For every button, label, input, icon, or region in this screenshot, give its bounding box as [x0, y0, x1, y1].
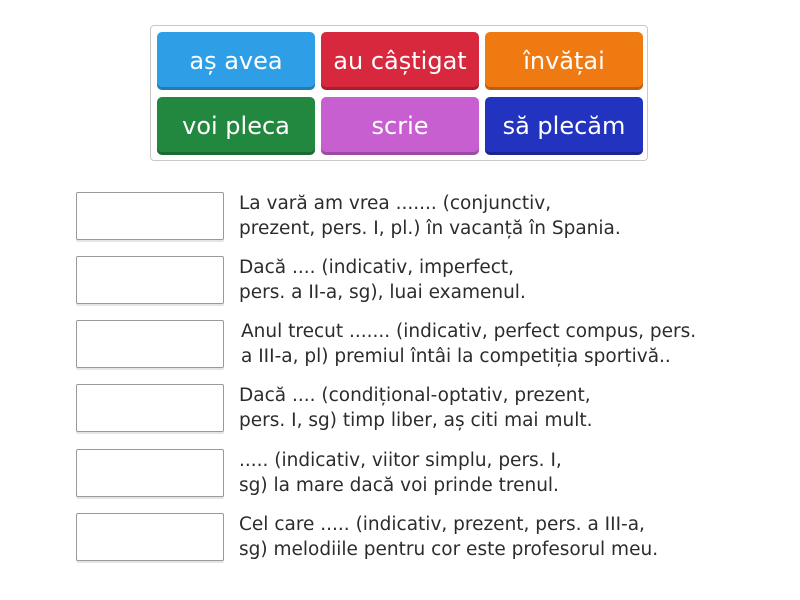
question-row — [76, 513, 776, 563]
drop-zone[interactable] — [76, 513, 224, 561]
question-line: La vară am vrea ....... (conjunctiv, — [239, 193, 552, 214]
question-line: pers. I, sg) timp liber, aș citi mai mult. — [239, 410, 593, 431]
drop-zone[interactable] — [76, 192, 224, 240]
drop-zone[interactable] — [76, 384, 224, 432]
question-row — [76, 320, 776, 370]
answer-tile[interactable]: voi pleca — [157, 97, 315, 155]
question-line: Dacă .... (indicativ, imperfect, — [239, 257, 515, 278]
answer-tile[interactable]: scrie — [321, 97, 479, 155]
question-text — [241, 319, 696, 369]
question-line: Dacă .... (condițional-optativ, prezent, — [239, 385, 591, 406]
question-row — [76, 449, 776, 499]
answer-tile[interactable]: învățai — [485, 32, 643, 90]
answer-tile[interactable]: să plecăm — [485, 97, 643, 155]
question-line: Cel care ..... (indicativ, prezent, pers. a III-a, — [239, 514, 645, 535]
question-row — [76, 384, 776, 434]
question-row — [76, 192, 776, 242]
question-text — [239, 448, 562, 498]
answer-tile[interactable]: au câștigat — [321, 32, 479, 90]
question-line: Anul trecut ....... (indicativ, perfect compus, pers. — [241, 321, 697, 342]
question-line: prezent, pers. I, pl.) în vacanță în Spania. — [239, 218, 621, 239]
question-line: a III-a, pl) premiul întâi la competiția sportivă.. — [241, 346, 671, 367]
answer-tile[interactable]: aș avea — [157, 32, 315, 90]
answer-tile-bank — [150, 25, 648, 161]
question-text — [239, 191, 621, 241]
question-text — [239, 512, 658, 562]
question-line: ..... (indicativ, viitor simplu, pers. I, — [239, 450, 562, 471]
question-line: sg) la mare dacă voi prinde trenul. — [239, 475, 559, 496]
question-text — [239, 383, 592, 433]
drop-zone[interactable] — [76, 256, 224, 304]
question-line: pers. a II-a, sg), luai examenul. — [239, 282, 526, 303]
drop-zone[interactable] — [76, 320, 224, 368]
question-line: sg) melodiile pentru cor este profesorul meu. — [239, 539, 659, 560]
question-row — [76, 256, 776, 306]
drop-zone[interactable] — [76, 449, 224, 497]
question-text — [239, 255, 526, 305]
